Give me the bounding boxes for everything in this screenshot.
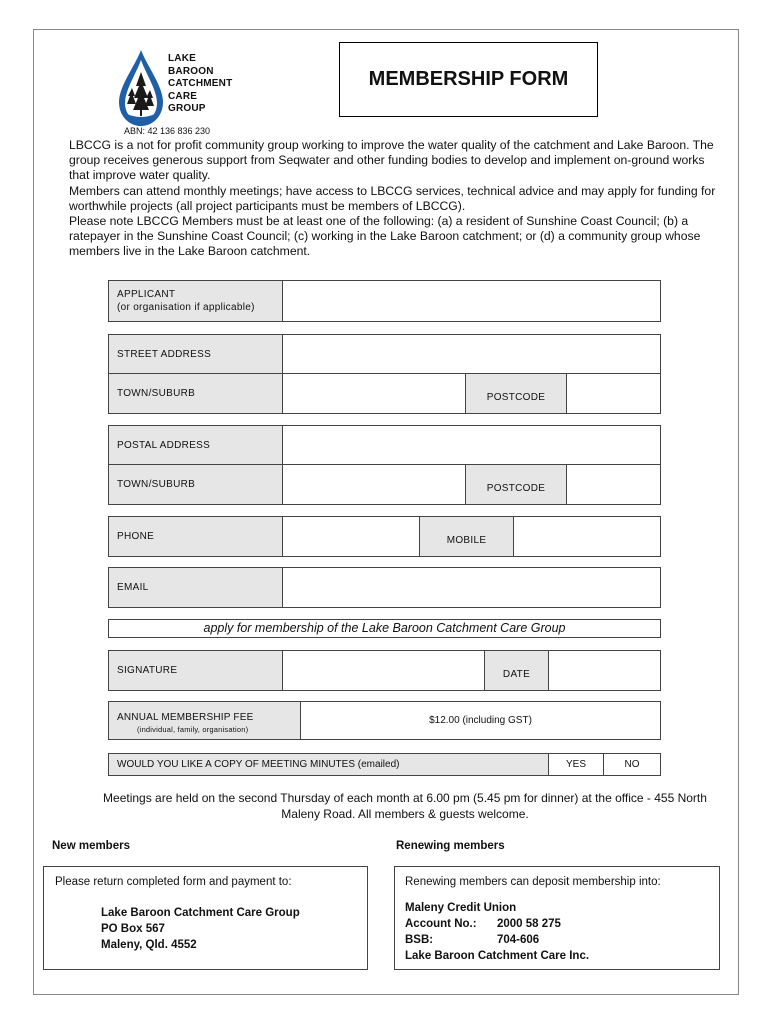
postcode-input[interactable] (567, 374, 660, 413)
new-members-heading: New members (52, 840, 130, 852)
meetings-info: Meetings are held on the second Thursday of each month at 6.00 pm (5.45 pm for dinner) at the office - 455 North Maleny Road. All members & guests welcome. (103, 791, 707, 821)
intro-paragraph: Please note LBCCG Members must be at least one of the following: (a) a resident of Sunshine Coast Council; (b) a ratepayer in the Sunshine Coast Council; (c) working in the Lake Baroon catchment; or (d) a community group whose members live in the Lake Baroon catchment. (69, 214, 701, 259)
abn: ABN: 42 136 836 230 (124, 126, 211, 136)
water-drop-icon (115, 48, 167, 128)
postal-postcode-label: POSTCODE (466, 465, 567, 504)
return-address: Lake Baroon Catchment Care Group PO Box 567 Maleny, Qld. 4552 (101, 907, 300, 951)
applicant-group (108, 280, 661, 322)
date-input[interactable] (549, 651, 660, 690)
bank-details: Maleny Credit Union Account No.: 2000 58 275 BSB: 704-606 Lake Baroon Catchment Care Inc. (405, 902, 590, 962)
membership-fee-value: $12.00 (including GST) (429, 715, 532, 726)
intro-text (69, 138, 719, 260)
street-address-label: STREET ADDRESS (109, 335, 283, 373)
title-box (339, 42, 598, 117)
intro-paragraph: Members can attend monthly meetings; have access to LBCCG services, technical advice and may apply for funding for worthwhile projects (all project participants must be members of LBCCG). (69, 183, 716, 213)
street-address-group (108, 334, 661, 414)
minutes-no-option[interactable]: NO (624, 759, 640, 770)
renewing-members-lead: Renewing members can deposit membership into: (405, 876, 661, 888)
renewing-members-heading: Renewing members (396, 840, 505, 852)
signature-group (108, 650, 661, 691)
phone-input[interactable] (283, 517, 420, 556)
phone-label: PHONE (109, 517, 283, 556)
minutes-yes-option[interactable]: YES (549, 754, 604, 775)
applicant-label: APPLICANT (or organisation if applicable) (109, 281, 283, 321)
minutes-label: WOULD YOU LIKE A COPY OF MEETING MINUTES (emailed) (109, 754, 549, 775)
intro-paragraph: LBCCG is a not for profit community group working to improve the water quality of the catchment and Lake Baroon. The group receives generous support from Seqwater and other funding bodies to develop and implement on-ground works that improve water quality. (69, 138, 714, 183)
postal-town-suburb-label: TOWN/SUBURB (109, 465, 283, 504)
postal-postcode-input[interactable] (567, 465, 660, 504)
postal-address-group (108, 425, 661, 505)
postal-town-suburb-input[interactable] (283, 465, 466, 504)
renewing-members-box (394, 866, 720, 970)
email-input[interactable] (283, 568, 660, 607)
date-label: DATE (485, 651, 549, 690)
phone-group (108, 516, 661, 557)
apply-statement: apply for membership of the Lake Baroon Catchment Care Group (108, 619, 661, 638)
signature-input[interactable] (283, 651, 485, 690)
postal-address-label: POSTAL ADDRESS (109, 426, 283, 464)
postal-address-input[interactable] (283, 426, 660, 464)
town-suburb-input[interactable] (283, 374, 466, 413)
email-group (108, 567, 661, 608)
membership-fee-label: ANNUAL MEMBERSHIP FEE (individual, family, organisation) (109, 702, 301, 739)
membership-fee-row (108, 701, 661, 740)
signature-label: SIGNATURE (109, 651, 283, 690)
new-members-lead: Please return completed form and payment to: (55, 876, 292, 888)
street-address-input[interactable] (283, 335, 660, 373)
minutes-row (108, 753, 661, 776)
logo (115, 48, 255, 138)
new-members-box (43, 866, 368, 970)
page-title: MEMBERSHIP FORM (368, 68, 569, 90)
postcode-label: POSTCODE (466, 374, 567, 413)
mobile-label: MOBILE (420, 517, 514, 556)
mobile-input[interactable] (514, 517, 660, 556)
town-suburb-label: TOWN/SUBURB (109, 374, 283, 413)
applicant-input[interactable] (283, 281, 660, 321)
email-label: EMAIL (109, 568, 283, 607)
logo-text: LAKE BAROON CATCHMENT CARE GROUP (168, 53, 233, 114)
